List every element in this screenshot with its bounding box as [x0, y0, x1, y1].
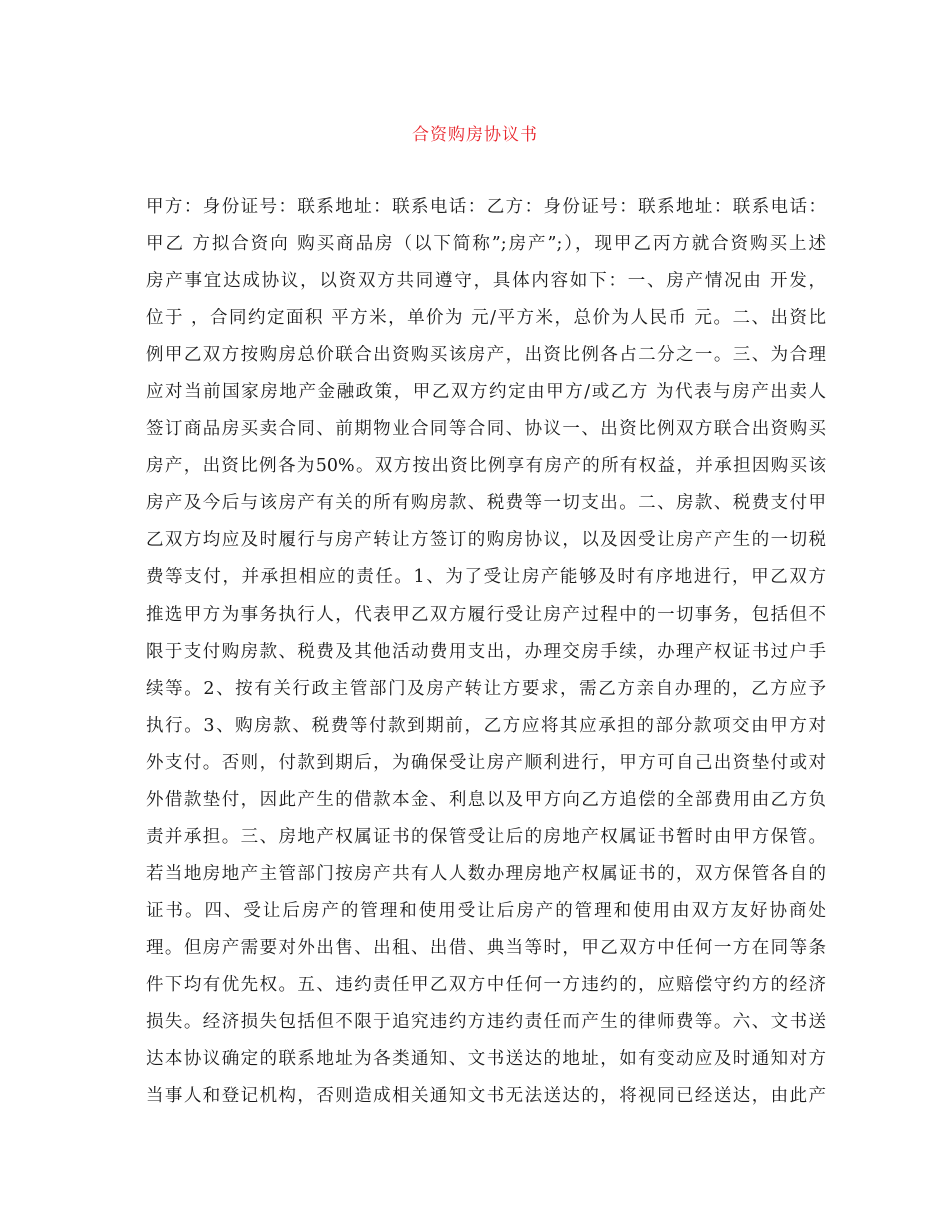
document-body [146, 194, 826, 1120]
document-title: 合资购房协议书 [412, 125, 538, 145]
body-text-line: 理。但房产需要对外出售、出租、出借、典当等时，甲乙双方中任何一方在同等条 [146, 937, 826, 958]
body-text-line: 限于支付购房款、税费及其他活动费用支出，办理交房手续，办理产权证书过户手 [146, 641, 826, 662]
body-text-line: 损失。经济损失包括但不限于追究违约方违约责任而产生的律师费等。六、文书送 [146, 1012, 826, 1033]
body-text-line: 若当地房地产主管部门按房产共有人人数办理房地产权属证书的，双方保管各自的 [146, 863, 826, 884]
body-text-line: 证书。四、受让后房产的管理和使用受让后房产的管理和使用由双方友好协商处 [146, 900, 826, 921]
body-text-line: 房产，出资比例各为50%。双方按出资比例享有房产的所有权益，并承担因购买该 [146, 456, 826, 477]
body-text-line: 续等。2、按有关行政主管部门及房产转让方要求，需乙方亲自办理的，乙方应予 [146, 678, 826, 699]
body-text-line: 甲方：身份证号：联系地址：联系电话：乙方：身份证号：联系地址：联系电话： [146, 197, 826, 217]
body-text-line: 执行。3、购房款、税费等付款到期前，乙方应将其应承担的部分款项交由甲方对 [146, 715, 826, 736]
body-text-line: 件下均有优先权。五、违约责任甲乙双方中任何一方违约的，应赔偿守约方的经济 [146, 974, 826, 995]
body-text-line: 签订商品房买卖合同、前期物业合同等合同、协议一、出资比例双方联合出资购买 [146, 419, 826, 440]
body-text-line: 责并承担。三、房地产权属证书的保管受让后的房地产权属证书暂时由甲方保管。 [146, 826, 826, 847]
body-text-line: 位于 ，合同约定面积 平方米，单价为 元/平方米，总价为人民币 元。二、出资比 [146, 308, 826, 329]
body-text-line: 外支付。否则，付款到期后，为确保受让房产顺利进行，甲方可自己出资垫付或对 [146, 752, 826, 773]
body-text-line: 例甲乙双方按购房总价联合出资购买该房产，出资比例各占二分之一。三、为合理 [146, 345, 826, 366]
body-text-line: 房产及今后与该房产有关的所有购房款、税费等一切支出。二、房款、税费支付甲 [146, 493, 826, 514]
body-text-line: 外借款垫付，因此产生的借款本金、利息以及甲方向乙方追偿的全部费用由乙方负 [146, 789, 826, 810]
body-text-line: 推选甲方为事务执行人，代表甲乙双方履行受让房产过程中的一切事务，包括但不 [146, 604, 826, 625]
body-text-line: 甲乙 方拟合资向 购买商品房（以下简称”;房产”;），现甲乙丙方就合资购买上述 [146, 234, 826, 255]
body-text-line: 房产事宜达成协议，以资双方共同遵守，具体内容如下：一、房产情况由 开发， [146, 271, 826, 292]
body-text-line: 应对当前国家房地产金融政策，甲乙双方约定由甲方/或乙方 为代表与房产出卖人 [146, 382, 826, 403]
body-text-line: 当事人和登记机构，否则造成相关通知文书无法送达的，将视同已经送达，由此产 [146, 1086, 826, 1107]
body-text-line: 乙双方均应及时履行与房产转让方签订的购房协议，以及因受让房产产生的一切税 [146, 530, 826, 551]
body-text-line: 达本协议确定的联系地址为各类通知、文书送达的地址，如有变动应及时通知对方 [146, 1049, 826, 1070]
body-text-line: 费等支付，并承担相应的责任。1、为了受让房产能够及时有序地进行，甲乙双方 [146, 567, 826, 588]
